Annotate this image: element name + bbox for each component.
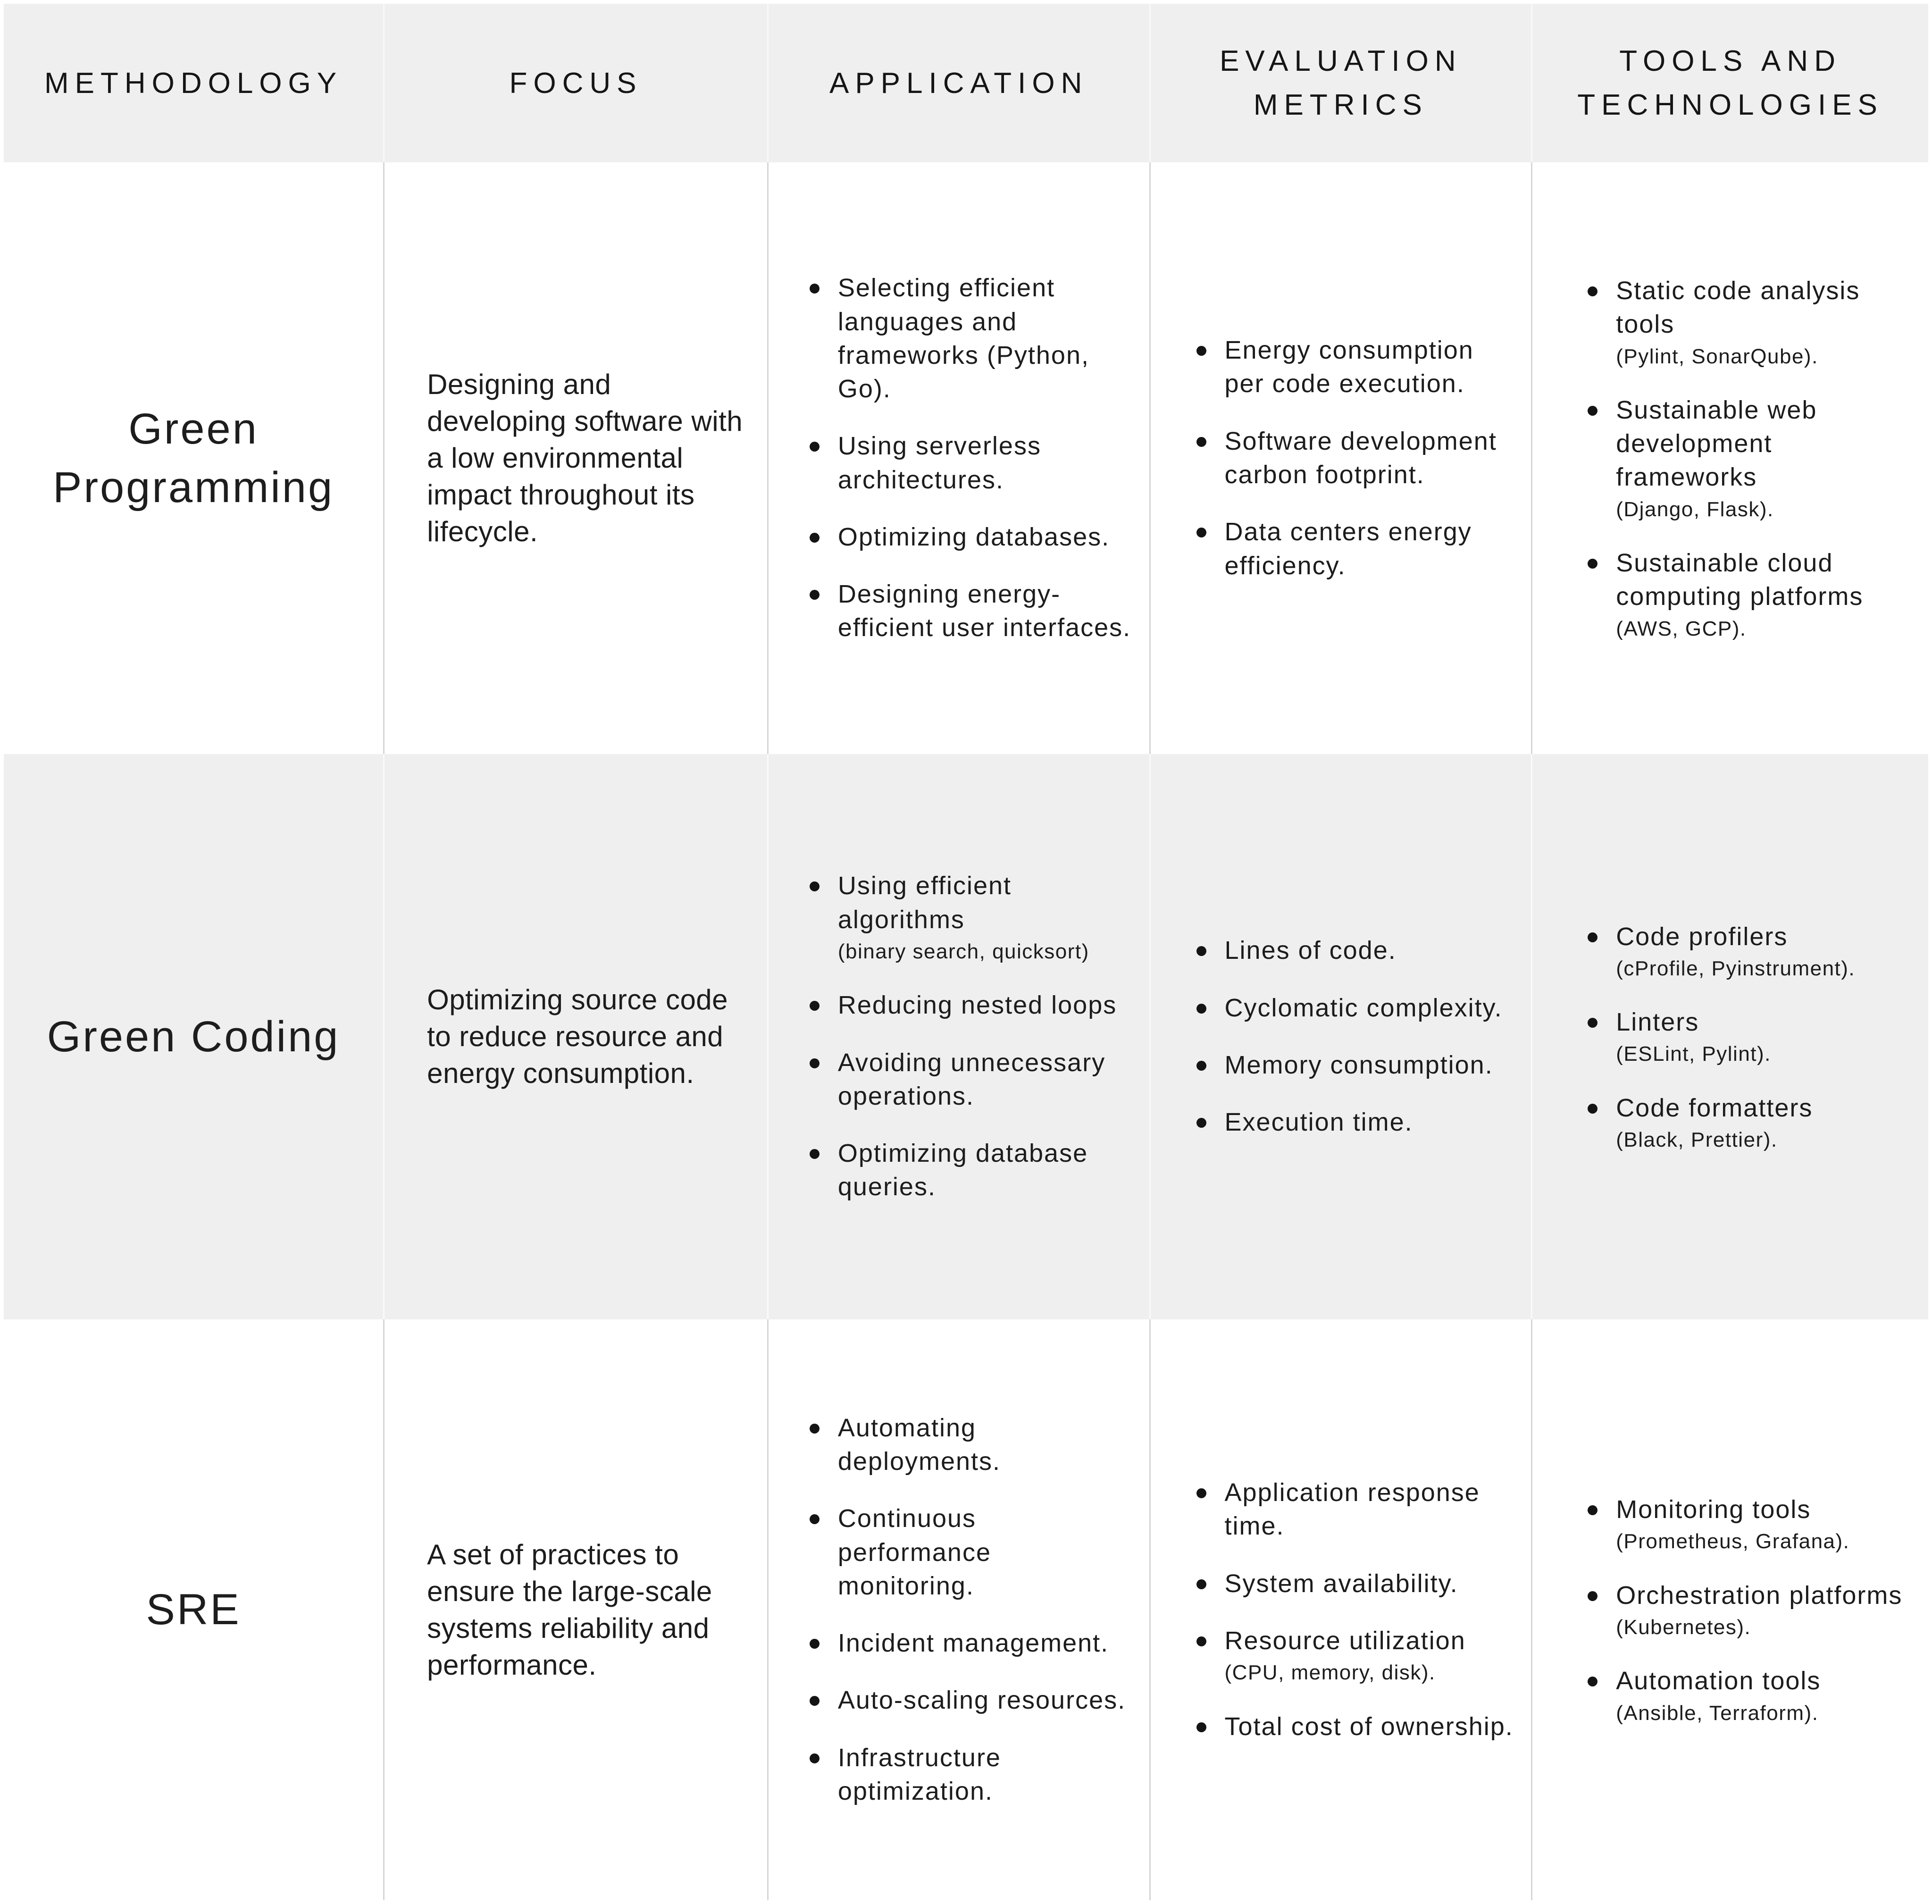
bullet-text: Monitoring tools xyxy=(1616,1495,1811,1524)
application-list xyxy=(809,271,1135,645)
application-list-item xyxy=(809,271,1135,406)
bullet-text: Energy consumption per code execution. xyxy=(1224,336,1474,398)
tools-list-item xyxy=(1587,394,1915,523)
column-header-tools-and-technologies: TOOLS AND TECHNOLOGIES xyxy=(1532,4,1928,162)
bullet-text: Resource utilization xyxy=(1224,1626,1466,1655)
methodology-cell xyxy=(4,1319,384,1900)
column-header-focus: FOCUS xyxy=(384,4,768,162)
focus-text: Optimizing source code to reduce resource and energy consumption. xyxy=(427,984,728,1089)
tools-list xyxy=(1587,1493,1915,1727)
application-list-item xyxy=(809,869,1135,965)
tools-list-item xyxy=(1587,920,1915,982)
application-list-item xyxy=(809,1137,1135,1204)
bullet-text: Code profilers xyxy=(1616,922,1788,951)
metrics-cell xyxy=(1150,754,1532,1319)
bullet-note: (ESLint, Pylint). xyxy=(1616,1042,1771,1066)
column-header-evaluation-metrics: EVALUATION METRICS xyxy=(1150,4,1532,162)
bullet-text: Incident management. xyxy=(837,1629,1109,1658)
application-list-item xyxy=(809,1741,1135,1809)
bullet-text: Linters xyxy=(1616,1008,1699,1037)
focus-cell xyxy=(384,754,768,1319)
tools-list-item xyxy=(1587,274,1915,370)
bullet-text: Auto-scaling resources. xyxy=(837,1686,1126,1715)
bullet-note: (Pylint, SonarQube). xyxy=(1616,344,1818,368)
metrics-cell xyxy=(1150,1319,1532,1900)
table-header-row xyxy=(4,4,1928,162)
metrics-list-item xyxy=(1196,515,1518,583)
tools-cell xyxy=(1532,1319,1928,1900)
metrics-list xyxy=(1196,334,1518,583)
application-list-item xyxy=(809,1411,1135,1479)
bullet-note: (CPU, memory, disk). xyxy=(1224,1661,1436,1685)
bullet-text: Designing energy-efficient user interfaces. xyxy=(837,580,1131,642)
bullet-text: Using serverless architectures. xyxy=(837,432,1041,494)
metrics-list-item xyxy=(1196,1624,1518,1686)
application-list-item xyxy=(809,520,1135,554)
bullet-note: (Ansible, Terraform). xyxy=(1616,1701,1819,1725)
bullet-note: (Django, Flask). xyxy=(1616,497,1774,521)
tools-list xyxy=(1587,274,1915,642)
metrics-list-item xyxy=(1196,1567,1518,1601)
bullet-text: Software development carbon footprint. xyxy=(1224,427,1497,489)
focus-text: A set of practices to ensure the large-scale systems reliability and performance. xyxy=(427,1538,712,1681)
bullet-text: Using efficient algorithms xyxy=(837,872,1012,934)
bullet-text: Automation tools xyxy=(1616,1667,1821,1695)
bullet-text: Optimizing database queries. xyxy=(837,1139,1088,1201)
bullet-text: Lines of code. xyxy=(1224,936,1397,965)
bullet-text: Memory consumption. xyxy=(1224,1051,1493,1079)
methodology-name: SRE xyxy=(146,1585,241,1634)
bullet-note: (Kubernetes). xyxy=(1616,1615,1751,1639)
focus-cell xyxy=(384,1319,768,1900)
bullet-text: Automating deployments. xyxy=(837,1413,1001,1476)
metrics-list-item xyxy=(1196,425,1518,492)
methodology-name: Green Programming xyxy=(52,404,335,512)
bullet-note: (AWS, GCP). xyxy=(1616,617,1747,640)
bullet-text: Cyclomatic complexity. xyxy=(1224,993,1503,1022)
metrics-list-item xyxy=(1196,1106,1518,1139)
bullet-text: Infrastructure optimization. xyxy=(837,1743,1001,1805)
table-row xyxy=(4,162,1928,754)
application-cell xyxy=(768,162,1150,754)
application-cell xyxy=(768,754,1150,1319)
tools-list-item xyxy=(1587,1006,1915,1068)
metrics-list-item xyxy=(1196,991,1518,1025)
application-list-item xyxy=(809,989,1135,1022)
application-list-item xyxy=(809,578,1135,645)
bullet-text: Data centers energy efficiency. xyxy=(1224,518,1472,580)
bullet-text: Orchestration platforms xyxy=(1616,1581,1903,1610)
focus-cell xyxy=(384,162,768,754)
tools-list-item xyxy=(1587,1493,1915,1555)
tools-list-item xyxy=(1587,1091,1915,1154)
bullet-text: Continuous performance monitoring. xyxy=(837,1504,991,1600)
bullet-text: Sustainable web development frameworks xyxy=(1616,395,1817,492)
bullet-text: Total cost of ownership. xyxy=(1224,1712,1514,1741)
bullet-text: Execution time. xyxy=(1224,1108,1413,1137)
metrics-cell xyxy=(1150,162,1532,754)
application-list-item xyxy=(809,429,1135,497)
metrics-list-item xyxy=(1196,1048,1518,1082)
bullet-text: Optimizing databases. xyxy=(837,522,1110,551)
metrics-list-item xyxy=(1196,1710,1518,1744)
methodology-comparison-table xyxy=(4,4,1928,1900)
table-row xyxy=(4,754,1928,1319)
bullet-text: Selecting efficient languages and frameworks (Python, Go). xyxy=(837,274,1089,403)
tools-list xyxy=(1587,920,1915,1154)
methodology-cell xyxy=(4,162,384,754)
metrics-list xyxy=(1196,934,1518,1139)
bullet-text: Avoiding unnecessary operations. xyxy=(837,1048,1106,1110)
tools-list-item xyxy=(1587,1664,1915,1727)
bullet-note: (binary search, quicksort) xyxy=(837,939,1089,963)
bullet-note: (Prometheus, Grafana). xyxy=(1616,1530,1850,1553)
bullet-text: System availability. xyxy=(1224,1569,1458,1598)
bullet-note: (Black, Prettier). xyxy=(1616,1128,1778,1152)
application-list-item xyxy=(809,1502,1135,1603)
bullet-note: (cProfile, Pyinstrument). xyxy=(1616,956,1856,980)
bullet-text: Reducing nested loops xyxy=(837,991,1117,1020)
methodology-name: Green Coding xyxy=(47,1012,340,1061)
bullet-text: Sustainable cloud computing platforms xyxy=(1616,549,1864,611)
metrics-list-item xyxy=(1196,334,1518,401)
metrics-list-item xyxy=(1196,1476,1518,1543)
focus-text: Designing and developing software with a low environmental impact throughout its lifecycle. xyxy=(427,369,743,547)
metrics-list xyxy=(1196,1476,1518,1744)
metrics-list-item xyxy=(1196,934,1518,967)
application-list-item xyxy=(809,1627,1135,1660)
application-list xyxy=(809,1411,1135,1808)
bullet-text: Static code analysis tools xyxy=(1616,277,1860,339)
application-list-item xyxy=(809,1046,1135,1114)
tools-list-item xyxy=(1587,1579,1915,1641)
application-cell xyxy=(768,1319,1150,1900)
tools-cell xyxy=(1532,754,1928,1319)
bullet-text: Application response time. xyxy=(1224,1478,1480,1541)
tools-cell xyxy=(1532,162,1928,754)
methodology-cell xyxy=(4,754,384,1319)
bullet-text: Code formatters xyxy=(1616,1093,1813,1122)
application-list-item xyxy=(809,1684,1135,1717)
application-list xyxy=(809,869,1135,1204)
column-header-methodology: METHODOLOGY xyxy=(4,4,384,162)
tools-list-item xyxy=(1587,546,1915,642)
column-header-application: APPLICATION xyxy=(768,4,1150,162)
table-row xyxy=(4,1319,1928,1900)
